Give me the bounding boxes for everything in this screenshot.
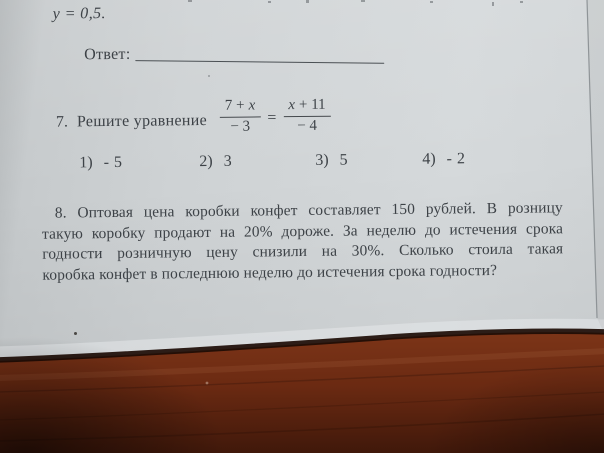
scan-artifact [430,1,433,3]
left-numerator [220,97,261,117]
left-numerator-const: 7 + [224,97,245,114]
option-3 [315,152,348,170]
option-2 [199,153,232,171]
problem-8-line: коробка конфет в последнюю неделю до истечения срока годности? [42,262,498,284]
option-1-value: - 5 [103,153,123,172]
option-2-label: 2) [199,152,213,171]
left-numerator-variable: x [248,97,256,114]
option-1-label: 1) [79,154,93,172]
problem-7-prompt: Решите уравнение [76,111,208,131]
scan-artifact [361,0,365,2]
dust-speck [208,75,210,77]
option-4-value: - 2 [446,150,466,168]
scan-artifact [306,0,309,3]
equals-sign: = [267,109,277,127]
option-3-label: 3) [315,151,329,169]
problem-8-line: годности розничную цену снизили на 30%. Сколько стоила такая [42,240,564,264]
dust-speck [74,332,77,335]
equation-left-fraction [220,97,261,136]
option-2-value: 3 [223,152,233,170]
option-4-label: 4) [422,150,436,168]
answer-label: Ответ: [84,45,131,64]
equation-right-fraction [283,97,331,136]
option-4 [422,150,465,168]
right-numerator-variable: x [288,97,296,114]
left-denominator: − 3 [230,118,251,135]
previous-answer-text: y = 0,5. [52,5,106,23]
scan-artifact [520,1,523,3]
problem-8-line: 8. Оптовая цена коробки конфет составляет 150 рублей. В розницу [54,199,563,222]
option-1 [79,154,122,172]
option-3-value: 5 [339,151,349,169]
problem-7-number: 7. [55,113,68,131]
problem-7 [56,97,331,138]
right-numerator [283,97,331,117]
scan-artifact [268,1,271,3]
right-numerator-const: + 11 [298,96,326,114]
scan-artifact [492,2,494,6]
answer-blank-line [135,60,384,64]
problem-8 [42,198,564,286]
scan-artifact [188,0,192,2]
problem-8-line: такую коробку продают на 20% дороже. За неделю до истечения срока [41,219,564,243]
right-denominator: − 4 [297,117,318,134]
